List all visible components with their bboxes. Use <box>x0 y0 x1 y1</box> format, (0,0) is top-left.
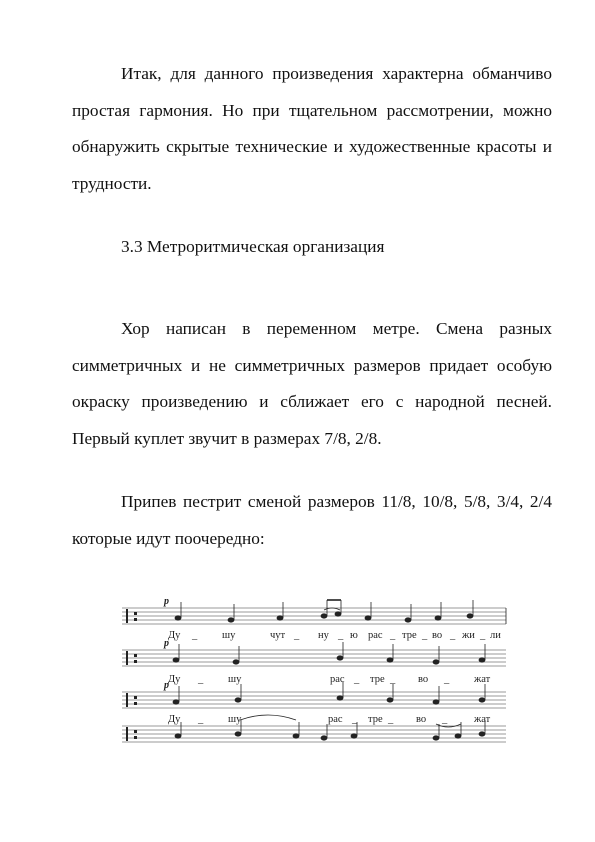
lyric-hyphen: _ <box>444 674 450 685</box>
lyric-syllable: жат <box>474 714 491 725</box>
lyric-syllable: рас <box>368 630 383 641</box>
lyric-syllable: шу <box>222 630 236 641</box>
lyric-syllable: ну <box>318 630 329 641</box>
lyric-syllable: ли <box>490 630 501 641</box>
lyric-syllable: ю <box>350 630 358 641</box>
lyric-syllable: во <box>432 630 443 641</box>
lyric-hyphen: _ <box>294 630 300 641</box>
lyric-syllable: жи <box>462 630 475 641</box>
lyric-syllable: шу <box>228 714 242 725</box>
dynamic-mark: p <box>164 680 169 691</box>
lyric-syllable: Ду <box>168 630 181 641</box>
lyric-hyphen: _ <box>422 630 428 641</box>
lyric-syllable: тре <box>402 630 417 641</box>
notes-staff-3 <box>173 682 485 704</box>
lyric-hyphen: _ <box>480 630 486 641</box>
lyrics-line-2 <box>168 674 491 685</box>
music-score-svg <box>118 598 510 748</box>
lyric-hyphen: _ <box>198 714 204 725</box>
lyrics-line-1 <box>168 630 501 641</box>
lyric-hyphen: _ <box>192 630 198 641</box>
lyric-syllable: чут <box>270 630 286 641</box>
paragraph-harmony: Итак, для данного произведения характерна обманчиво простая гармония. Но при тщательном рассмотрении, можно обнаружить скрытые технические и художественные красоты и трудности. <box>72 64 552 193</box>
notes-staff-2 <box>173 642 485 664</box>
lyric-hyphen: _ <box>354 674 360 685</box>
lyric-syllable: рас <box>328 714 343 725</box>
lyric-syllable: Ду <box>168 714 181 725</box>
lyric-syllable: шу <box>228 674 242 685</box>
lyric-syllable: рас <box>330 674 345 685</box>
lyric-syllable: тре <box>370 674 385 685</box>
lyrics-line-3 <box>168 714 491 725</box>
lyric-hyphen: _ <box>390 630 396 641</box>
clef-marks <box>126 609 137 741</box>
paragraph-meter: Хор написан в переменном метре. Смена разных симметричных и не симметричных размеров придает особую окраску произведению и сближает его с народной песней. Первый куплет звучит в размерах 7/8, 2/8. <box>72 319 552 448</box>
paragraph-refrain: Припев пестрит сменой размеров 11/8, 10/8, 5/8, 3/4, 2/4 которые идут поочередно: <box>72 492 552 548</box>
lyric-hyphen: _ <box>388 714 394 725</box>
lyric-syllable: Ду <box>168 674 181 685</box>
lyric-syllable: жат <box>474 674 491 685</box>
lyric-hyphen: _ <box>390 674 396 685</box>
lyric-hyphen: _ <box>352 714 358 725</box>
dynamic-mark: p <box>164 598 169 607</box>
section-heading: 3.3 Метроритмическая организация <box>121 237 385 256</box>
lyric-hyphen: _ <box>442 714 448 725</box>
music-score-excerpt <box>118 598 510 748</box>
lyric-hyphen: _ <box>198 674 204 685</box>
lyric-syllable: во <box>418 674 429 685</box>
dynamic-mark: p <box>164 638 169 649</box>
lyric-syllable: тре <box>368 714 383 725</box>
lyric-syllable: во <box>416 714 427 725</box>
lyric-hyphen: _ <box>338 630 344 641</box>
lyric-hyphen: _ <box>450 630 456 641</box>
